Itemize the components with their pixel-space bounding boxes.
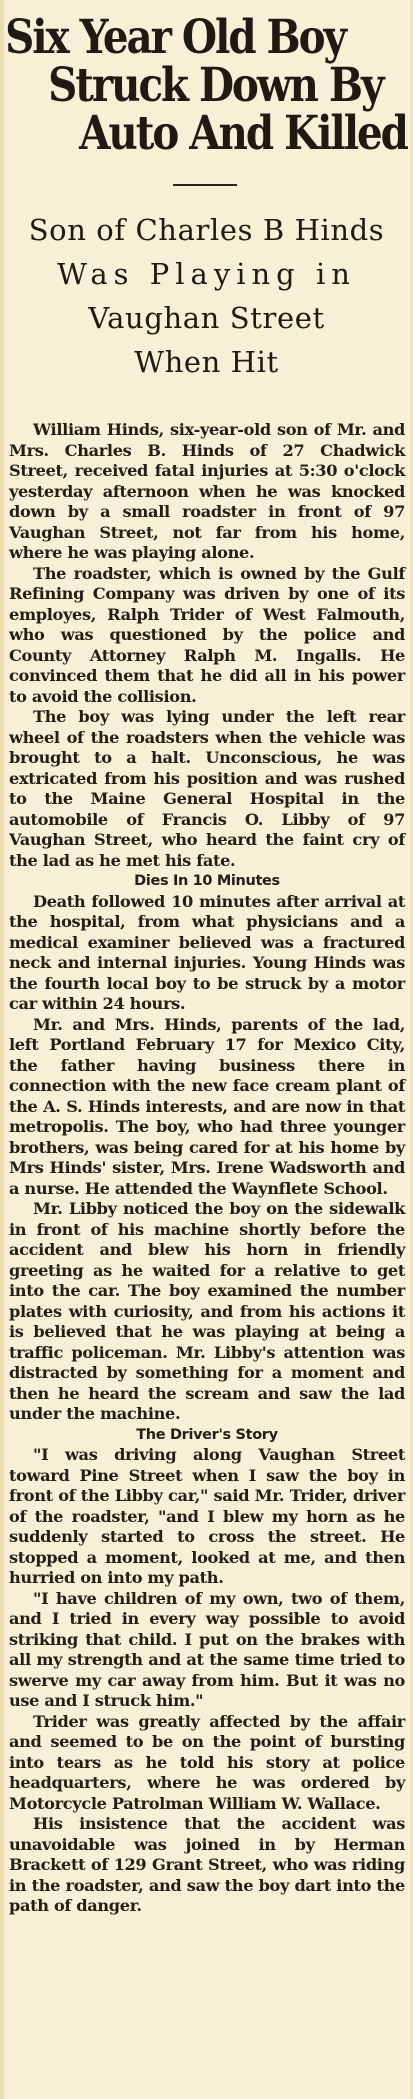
article-paragraph: William Hinds, six-year-old son of Mr. and Mrs. Charles B. Hinds of 27 Chadwick Street, received fatal injuries at 5:30 o'clock yesterday afternoon when he was knocked down by a small roadster in front of 97 Vaughan Street, not far from his home, where he was playing alone. [9,420,405,562]
deck-line-2: Was Playing in [57,257,356,291]
headline-line-1: Six Year Old Boy [5,10,345,65]
article-paragraph: His insistence that the accident was unavoidable was joined in by Herman Brackett of 129 Grant Street, who was riding in the roadster, and saw the boy dart into the path of danger. [9,1814,405,1915]
deck-line-1: Son of Charles B Hinds [28,213,385,247]
subheadline-deck [0,208,413,384]
headline [0,0,407,161]
article-paragraph: Trider was greatly affected by the affair and seemed to be on the point of bursting into tears as he told his story at police headquarters, where he was ordered by Motorcycle Patrolman William W. Wallace. [9,1711,405,1813]
deck-line-4: When Hit [134,345,279,379]
article-paragraph: "I have children of my own, two of them, and I tried in every way possible to avoid striking that child. I put on the brakes with all my strength and at the same time tried to swerve my car away from him. But it was no use and I struck him." [9,1588,405,1710]
article-body [0,420,413,1917]
subhead-drivers-story: The Driver's Story [136,1426,278,1443]
article-paragraph: Mr. and Mrs. Hinds, parents of the lad, left Portland February 17 for Mexico City, the father having business there in connection with the new face cream plant of the A. S. Hinds interests, and are now in that metropolis. The boy, who had three younger brothers, was being cared for at his home by Mrs Hinds' sister, Mrs. Irene Wadsworth and a nurse. He attended the Waynflete School. [9,1014,405,1198]
headline-line-3: Auto And Killed [79,106,407,161]
article-paragraph: The boy was lying under the left rear wheel of the roadsters when the vehicle was brought to a halt. Unconscious, he was extricated from his position and was rushed to the Maine General Hospital in the automobile of Francis O. Libby of 97 Vaughan Street, who heard the faint cry of the lad as he met his fate. [9,707,405,870]
subhead-dies-in-10-minutes: Dies In 10 Minutes [134,873,280,889]
deck-line-3: Vaughan Street [88,301,325,335]
headline-divider [173,184,237,186]
article-paragraph: "I was driving along Vaughan Street toward Pine Street when I saw the boy in front of the Libby car," said Mr. Trider, driver of the roadster, "and I blew my horn as he suddenly started to cross the street. He stopped a moment, looked at me, and then hurried on into my path. [9,1445,405,1587]
headline-line-2: Struck Down By [48,58,383,113]
article-paragraph: The roadster, which is owned by the Gulf Refining Company was driven by one of its employes, Ralph Trider of West Falmouth, who was questioned by the police and County Attorney Ralph M. Ingalls. He convinced them that he did all in his power to avoid the collision. [9,563,405,706]
article-paragraph: Death followed 10 minutes after arrival at the hospital, from what physicians and a medical examiner believed was a fractured neck and internal injuries. Young Hinds was the fourth local boy to be struck by a motor car within 24 hours. [9,891,405,1013]
article-paragraph: Mr. Libby noticed the boy on the sidewalk in front of his machine shortly before the accident and blew his horn in friendly greeting as he waited for a relative to get into the car. The boy examined the number plates with curiosity, and from his actions it is believed that he was playing at being a traffic policeman. Mr. Libby's attention was distracted by something for a moment and then he heard the scream and saw the lad under the machine. [9,1199,405,1423]
